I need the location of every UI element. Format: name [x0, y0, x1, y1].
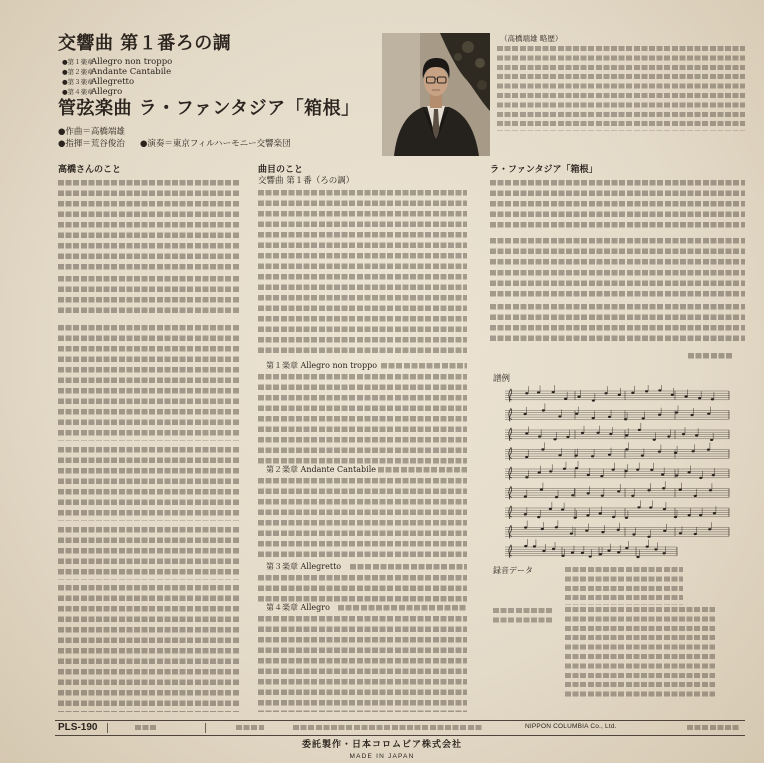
note-head — [609, 433, 612, 435]
note-head — [525, 432, 528, 434]
note-head — [690, 414, 693, 416]
label-name: NIPPON COLUMBIA Co., Ltd. — [525, 723, 617, 730]
note-head — [599, 512, 602, 514]
body-text-block — [58, 585, 239, 712]
note-head — [541, 528, 544, 530]
footer-text-segment — [135, 725, 157, 730]
note-head — [699, 514, 702, 516]
note-head — [553, 438, 556, 440]
music-example-staves — [497, 385, 737, 563]
note-head — [679, 532, 682, 534]
note-head — [662, 552, 665, 554]
note-head — [555, 526, 558, 528]
movement-list — [62, 57, 172, 97]
note-head — [658, 389, 661, 391]
body-text-block — [258, 478, 467, 562]
note-head — [571, 551, 574, 553]
note-head — [592, 399, 595, 401]
note-head — [524, 526, 527, 528]
note-head — [585, 529, 588, 531]
note-head — [694, 495, 697, 497]
symphony-title: 交響曲 第１番ろの調 — [58, 33, 232, 54]
note-head — [641, 455, 644, 457]
body-text-block — [490, 270, 745, 298]
note-head — [675, 411, 678, 413]
body-text-block — [338, 605, 467, 611]
note-head — [682, 433, 685, 435]
movement-label: ●第１楽章 — [62, 58, 94, 66]
note-head — [612, 516, 615, 518]
note-head — [524, 413, 527, 415]
note-head — [571, 494, 574, 496]
note-head — [695, 434, 698, 436]
note-head — [645, 390, 648, 392]
note-head — [581, 552, 584, 554]
note-head — [646, 545, 649, 547]
note-head — [524, 513, 527, 515]
note-head — [624, 418, 627, 420]
note-head — [537, 516, 540, 518]
note-head — [642, 417, 645, 419]
composer-credit: ●作曲＝高橋端雄 — [58, 127, 125, 137]
note-head — [601, 494, 604, 496]
footer-bar — [55, 720, 745, 736]
note-head — [612, 468, 615, 470]
movement-tempo: Allegro non troppo — [91, 57, 173, 67]
movement-label: ●第２楽章 — [62, 68, 94, 76]
movement-tempo: Allegro — [91, 87, 123, 97]
note-head — [608, 454, 611, 456]
note-head — [687, 471, 690, 473]
note-head — [542, 550, 545, 552]
note-head — [675, 474, 678, 476]
note-head — [591, 455, 594, 457]
note-head — [625, 448, 628, 450]
note-head — [592, 417, 595, 419]
note-head — [658, 414, 661, 416]
note-head — [601, 531, 604, 533]
note-head — [549, 508, 552, 510]
fantasia-title: 管弦楽曲 ラ・ファンタジア「箱根」 — [58, 98, 360, 119]
note-head — [525, 392, 528, 394]
body-text-block — [258, 616, 467, 712]
footer-divider — [205, 723, 206, 733]
movement-item — [62, 87, 172, 97]
note-head — [711, 398, 714, 400]
note-head — [541, 448, 544, 450]
note-head — [524, 496, 527, 498]
note-head — [617, 529, 620, 531]
footer-divider — [107, 723, 108, 733]
body-text-block — [258, 190, 467, 358]
note-head — [617, 551, 620, 553]
note-head — [558, 415, 561, 417]
note-head — [658, 450, 661, 452]
note-head — [575, 467, 578, 469]
note-head — [618, 394, 621, 396]
note-head — [692, 450, 695, 452]
note-head — [581, 432, 584, 434]
note-head — [699, 477, 702, 479]
note-head — [563, 468, 566, 470]
note-head — [663, 530, 666, 532]
note-head — [688, 514, 691, 516]
body-text-block — [378, 467, 467, 473]
body-text-block — [490, 180, 745, 232]
note-head — [649, 506, 652, 508]
conductor-credit: ●指揮＝荒谷俊治 — [58, 139, 125, 149]
attribution-text — [688, 353, 733, 359]
catalog-number: PLS-190 — [58, 722, 98, 733]
body-text-block — [258, 575, 467, 602]
note-head — [586, 514, 589, 516]
movement-label: ●第４楽章 — [62, 88, 94, 96]
note-head — [647, 489, 650, 491]
movement-item — [62, 67, 172, 77]
note-head — [577, 396, 580, 398]
movement-tempo: Andante Cantabile — [91, 67, 172, 77]
note-head — [698, 397, 701, 399]
note-head — [653, 439, 656, 441]
note-head — [710, 439, 713, 441]
note-head — [608, 416, 611, 418]
footer-text-segment — [236, 725, 264, 730]
note-head — [712, 474, 715, 476]
note-head — [524, 545, 527, 547]
note-head — [561, 509, 564, 511]
body-text-block — [58, 527, 239, 580]
secondary-bio-text — [565, 607, 715, 701]
note-head — [632, 533, 635, 535]
footer-text-segment — [293, 725, 483, 730]
note-head — [674, 452, 677, 454]
bio-heading: （高橋端雄 略歴） — [500, 34, 563, 43]
note-head — [600, 475, 603, 477]
note-head — [662, 487, 665, 489]
body-text-block — [490, 304, 745, 346]
note-head — [636, 469, 639, 471]
note-head — [607, 550, 610, 552]
body-text-block — [258, 374, 467, 464]
footer-text-segment — [687, 725, 739, 730]
body-text-block — [58, 276, 239, 318]
note-head — [538, 435, 541, 437]
recording-data-text — [565, 567, 683, 605]
secondary-bio-label — [493, 608, 553, 623]
movement-subheading: 第３楽章 Allegretto — [266, 562, 342, 571]
note-head — [674, 516, 677, 518]
note-head — [708, 528, 711, 530]
note-head — [552, 391, 555, 393]
body-text-block — [58, 180, 239, 270]
note-head — [661, 473, 664, 475]
movement-subheading: 第４楽章 Allegro — [266, 603, 330, 612]
orchestra-credit: ●演奏＝東京フィルハーモニー交響楽団 — [140, 139, 291, 149]
left-column-heading: 高橋さんのこと — [58, 165, 122, 175]
body-text-block — [381, 363, 467, 369]
note-head — [533, 545, 536, 547]
note-head — [617, 490, 620, 492]
note-head — [671, 394, 674, 396]
note-head — [625, 547, 628, 549]
middle-column-heading: 曲目のこと — [258, 165, 304, 175]
note-head — [555, 496, 558, 498]
note-head — [625, 434, 628, 436]
note-head — [684, 395, 687, 397]
note-head — [707, 448, 710, 450]
note-head — [636, 556, 639, 558]
note-head — [604, 392, 607, 394]
bio-text-block — [497, 46, 745, 131]
movement-subheading: 第１楽章 Allegro non troppo — [266, 361, 378, 370]
note-head — [637, 506, 640, 508]
note-head — [540, 488, 543, 490]
composer-photo — [382, 33, 490, 156]
note-head — [713, 512, 716, 514]
note-head — [647, 536, 650, 538]
note-head — [538, 471, 541, 473]
note-head — [525, 456, 528, 458]
made-in-line: MADE IN JAPAN — [349, 753, 415, 760]
note-head — [552, 548, 555, 550]
note-head — [638, 429, 641, 431]
note-head — [587, 492, 590, 494]
note-head — [566, 436, 569, 438]
note-head — [667, 435, 670, 437]
note-head — [542, 409, 545, 411]
manufacturer-line: 委託製作・日本コロムビア株式会社 — [301, 740, 462, 750]
note-head — [709, 489, 712, 491]
note-head — [549, 470, 552, 472]
note-head — [558, 454, 561, 456]
note-head — [537, 391, 540, 393]
music-examples-label: 譜例 — [493, 374, 511, 384]
note-head — [596, 432, 599, 434]
recording-data-label: 録音データ — [493, 566, 533, 575]
note-head — [564, 398, 567, 400]
middle-column-subheading: 交響曲 第１番（ろの調） — [258, 176, 355, 186]
note-head — [575, 412, 578, 414]
note-head — [707, 413, 710, 415]
movement-item — [62, 57, 172, 67]
note-head — [599, 553, 602, 555]
note-head — [679, 488, 682, 490]
note-head — [694, 533, 697, 535]
movement-tempo: Allegretto — [91, 77, 135, 87]
note-head — [625, 517, 628, 519]
note-head — [650, 469, 653, 471]
note-head — [574, 517, 577, 519]
movement-label: ●第３楽章 — [62, 78, 94, 86]
note-head — [587, 474, 590, 476]
body-text-block — [58, 325, 239, 441]
body-text-block — [490, 238, 745, 265]
note-head — [570, 532, 573, 534]
right-column-heading: ラ・ファンタジア「箱根」 — [490, 165, 598, 175]
note-head — [663, 508, 666, 510]
body-text-block — [58, 447, 239, 521]
note-head — [631, 495, 634, 497]
movement-subheading: 第２楽章 Andante Cantabile — [266, 465, 377, 474]
note-head — [525, 476, 528, 478]
movement-item — [62, 77, 172, 87]
note-head — [589, 555, 592, 557]
note-head — [631, 392, 634, 394]
note-head — [654, 548, 657, 550]
body-text-block — [350, 564, 467, 570]
